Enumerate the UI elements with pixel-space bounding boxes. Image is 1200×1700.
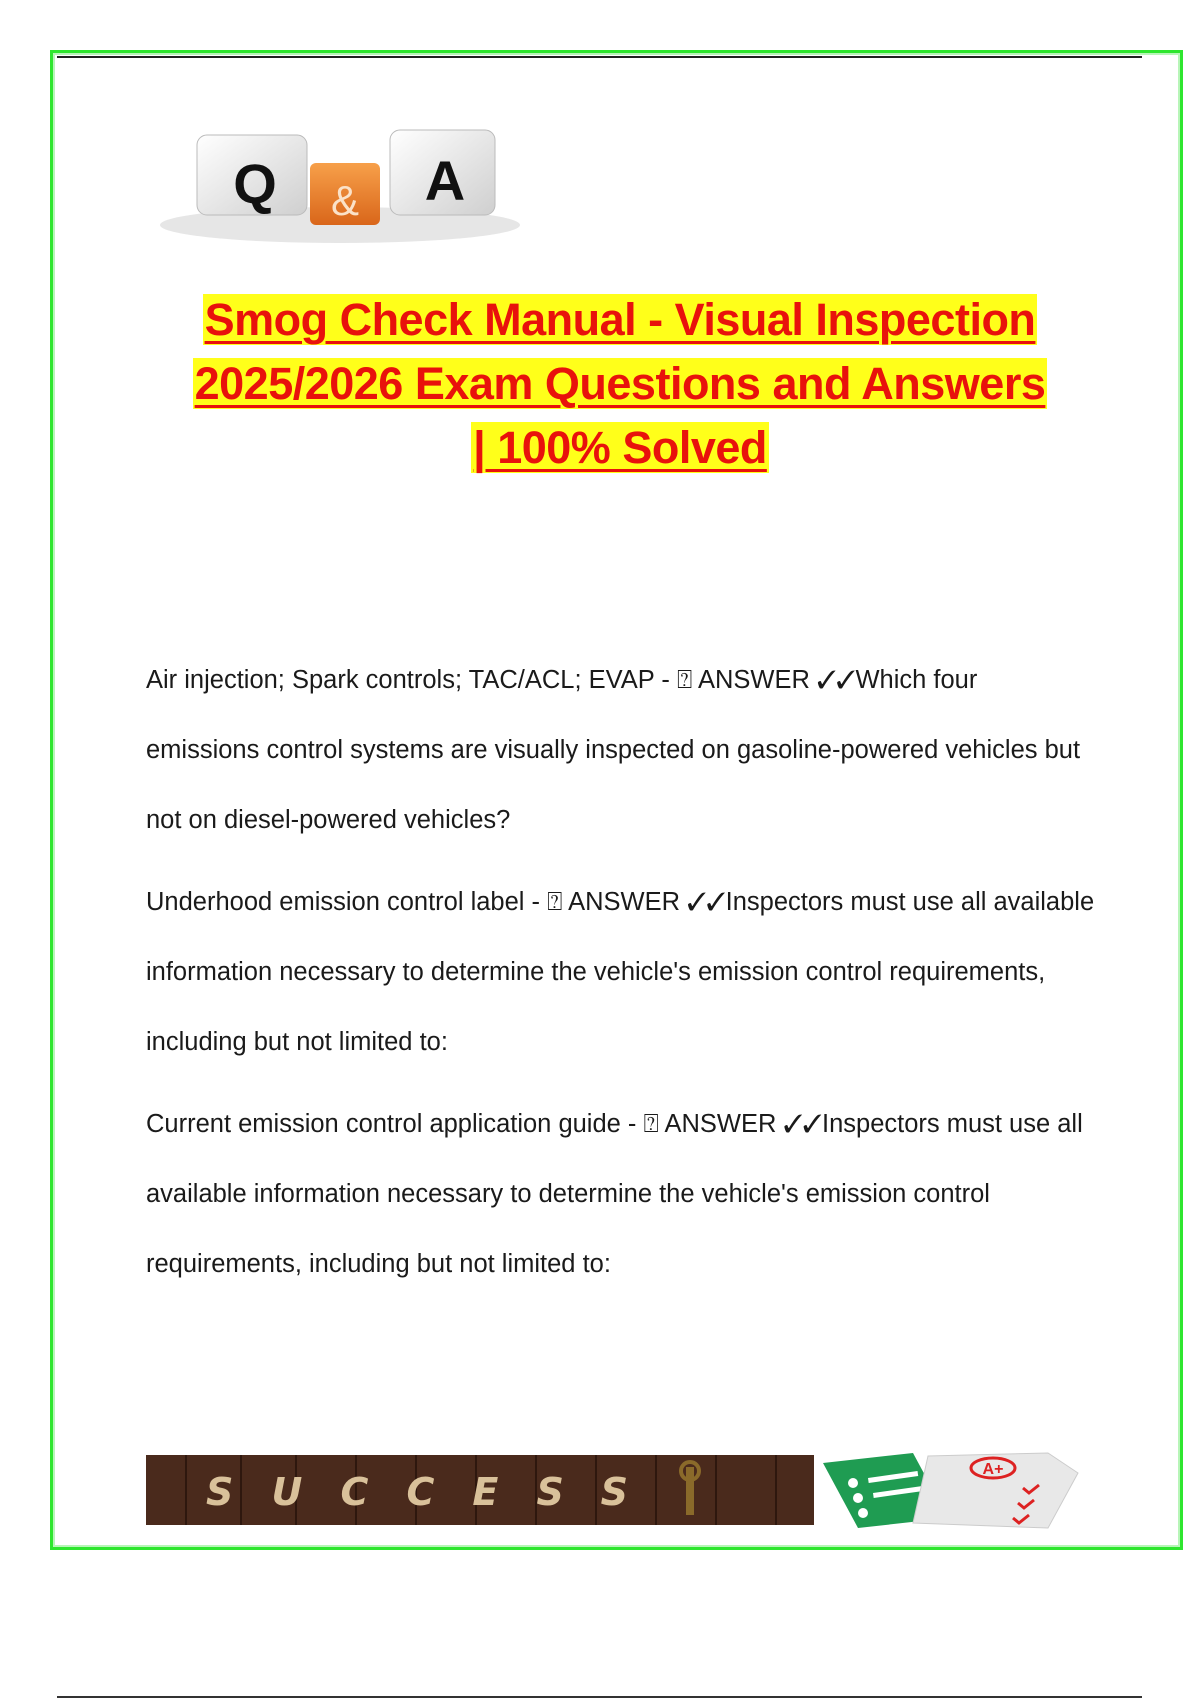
title-line-2: 2025/2026 Exam Questions and Answers bbox=[194, 358, 1046, 409]
footer-rule bbox=[57, 1696, 1142, 1698]
title-line-3: | 100% Solved bbox=[473, 422, 767, 473]
qa-dice-logo bbox=[145, 85, 535, 275]
title-line-1: Smog Check Manual - Visual Inspection bbox=[204, 294, 1036, 345]
header-rule bbox=[57, 56, 1142, 58]
svg-text:SUCCESS: SUCCESS bbox=[206, 1470, 636, 1514]
qa-item: Air injection; Spark controls; TAC/ACL; EVAP - ⍰ ANSWER ✓✓Which four emissions control systems are visually inspected on gasoline-powered vehicles but not on diesel-powered vehicles? bbox=[146, 666, 1081, 834]
success-banner-image bbox=[146, 1455, 814, 1525]
document-title bbox=[100, 288, 1140, 480]
qa-logo-glyph: & bbox=[330, 177, 360, 224]
graded-exam-icon bbox=[818, 1448, 1088, 1533]
qa-item: Underhood emission control label - ⍰ ANSWER ✓✓Inspectors must use all available information necessary to determine the vehicle's emission control requirements, including but not limited to: bbox=[146, 888, 1095, 1056]
svg-text:A+: A+ bbox=[982, 1461, 1004, 1478]
qa-logo-glyph: Q bbox=[233, 152, 277, 215]
qa-item: Current emission control application guide - ⍰ ANSWER ✓✓Inspectors must use all available information necessary to determine the vehicle's emission control requirements, including but not limited to: bbox=[146, 1110, 1083, 1278]
qa-logo-glyph: A bbox=[424, 149, 466, 212]
